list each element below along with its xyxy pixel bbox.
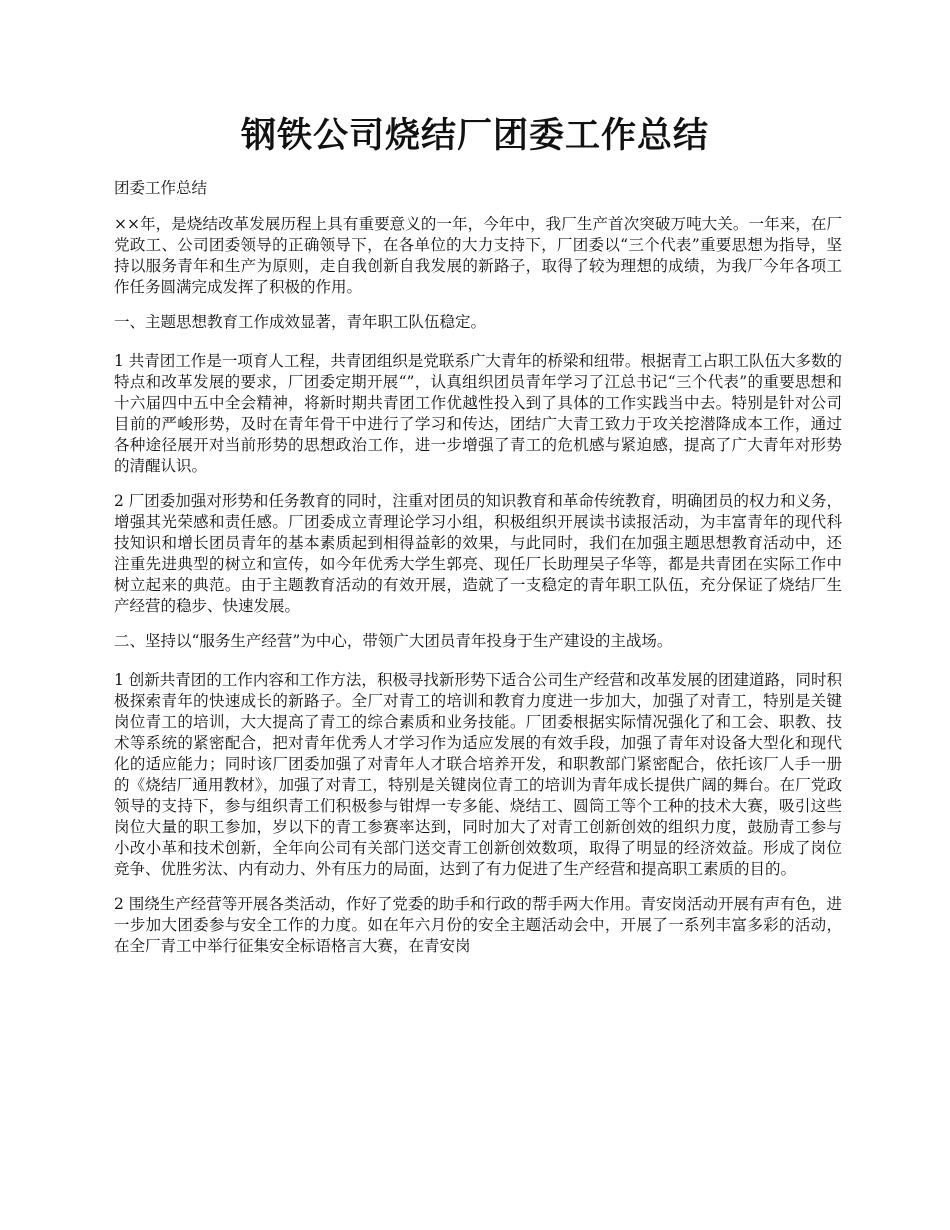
section-1-item-1: 1 共青团工作是一项育人工程，共青团组织是党联系广大青年的桥梁和纽带。根据青工占职工队伍大多数的特点和改革发展的要求，厂团委定期开展“”，认真组织团员青年学习了江总书记“三个代表”的重要思想和十六届四中五中全会精神，将新时期共青团工作优越性投入到了具体的工作实践当中去。特别是针对公司目前的严峻形势，及时在青年骨干中进行了学习和传达，团结广大青工致力于攻关挖潜降成本工作，通过各种途径展开对当前形势的思想政治工作，进一步增强了青工的危机感与紧迫感，提高了广大青年对形势的清醒认识。 [114, 352, 842, 475]
document-body [114, 178, 842, 971]
section-heading-1: 一、主题思想教育工作成效显著，青年职工队伍稳定。 [114, 313, 487, 331]
intro-paragraph: ××年，是烧结改革发展历程上具有重要意义的一年，今年中，我厂生产首次突破万吨大关。一年来，在厂党政工、公司团委领导的正确领导下，在各单位的大力支持下，厂团委以“三个代表”重要思想为指导，坚持以服务青年和生产为原则，走自我创新自我发展的新路子，取得了较为理想的成绩，为我厂今年各项工作任务圆满完成发挥了积极的作用。 [114, 215, 842, 296]
document-title: 钢铁公司烧结厂团委工作总结 [240, 116, 709, 156]
document-subtitle: 团委工作总结 [114, 179, 208, 197]
section-2-item-1: 1 创新共青团的工作内容和工作方法，积极寻找新形势下适合公司生产经营和改革发展的团建道路，同时积极探索青年的快速成长的新路子。全厂对青工的培训和教育力度进一步加大，加强了对青工，特别是关键岗位青工的培训，大大提高了青工的综合素质和业务技能。厂团委根据实际情况强化了和工会、职教、技术等系统的紧密配合，把对青年优秀人才学习作为适应发展的有效手段，加强了青年对设备大型化和现代化的适应能力；同时该厂团委加强了对青年人才联合培养开发，和职教部门紧密配合，依托该厂人手一册的《烧结厂通用教材》，加强了对青工，特别是关键岗位青工的培训为青年成长提供广阔的舞台。在厂党政领导的支持下，参与组织青工们积极参与钳焊一专多能、烧结工、圆筒工等个工种的技术大赛，吸引这些岗位大量的职工参加，岁以下的青工参赛率达到，同时加大了对青工创新创效的组织力度，鼓励青工参与小改小革和技术创新，全年向公司有关部门送交青工创新创效数项，取得了明显的经济效益。形成了岗位竞争、优胜劣汰、内有动力、外有压力的局面，达到了有力促进了生产经营和提高职工素质的目的。 [114, 671, 842, 878]
section-2-item-2: 2 围绕生产经营等开展各类活动，作好了党委的助手和行政的帮手两大作用。青安岗活动开展有声有色，进一步加大团委参与安全工作的力度。如在年六月份的安全主题活动会中，开展了一系列丰富多彩的活动，在全厂青工中举行征集安全标语格言大赛，在青安岗 [114, 895, 842, 955]
section-heading-2: 二、坚持以“服务生产经营”为中心，带领广大团员青年投身于生产建设的主战场。 [114, 632, 673, 650]
section-1-item-2: 2 厂团委加强对形势和任务教育的同时，注重对团员的知识教育和革命传统教育，明确团员的权力和义务，增强其光荣感和责任感。厂团委成立青理论学习小组，积极组织开展读书读报活动，为丰富青年的现代科技知识和增长团员青年的基本素质起到相得益彰的效果，与此同时，我们在加强主题思想教育活动中，还注重先进典型的树立和宣传，如今年优秀大学生郭亮、现任厂长助理吴子华等，都是共青团在实际工作中树立起来的典范。由于主题教育活动的有效开展，造就了一支稳定的青年职工队伍，充分保证了烧结厂生产经营的稳步、快速发展。 [114, 492, 842, 615]
